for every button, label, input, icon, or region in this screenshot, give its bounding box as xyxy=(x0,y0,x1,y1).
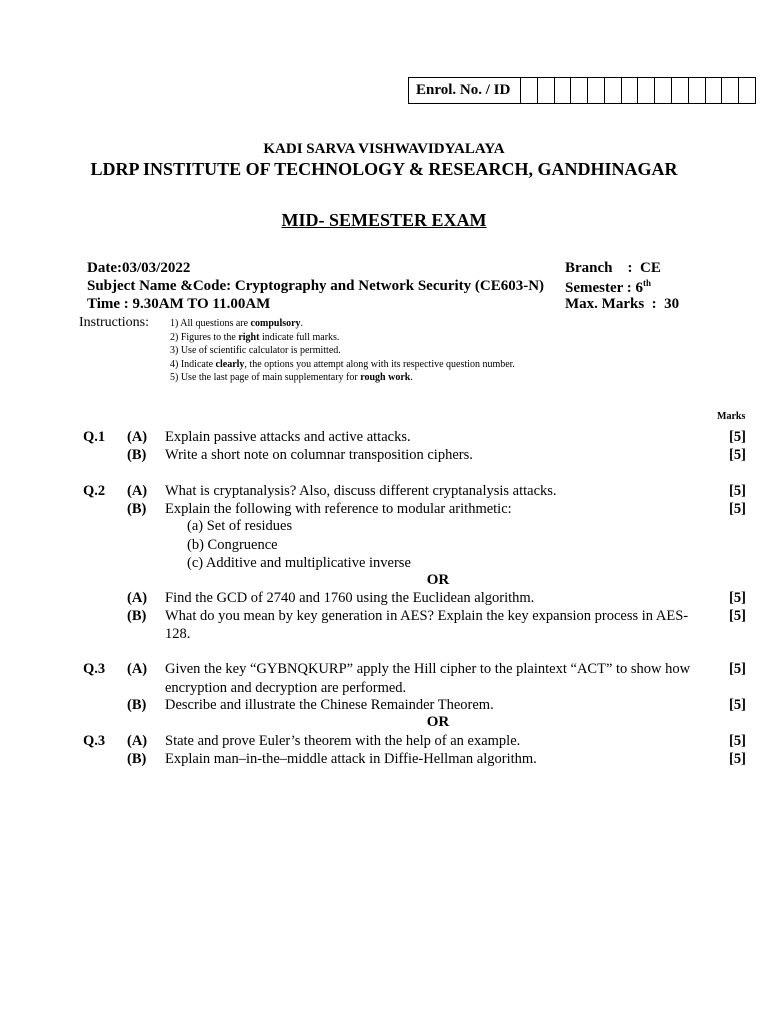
question-part: (A) xyxy=(127,661,148,677)
enrolment-digit-cell xyxy=(521,78,538,103)
question-marks: [5] xyxy=(729,483,746,499)
question-number: Q.3 xyxy=(83,661,106,677)
question-marks: [5] xyxy=(729,697,746,713)
question-number: Q.2 xyxy=(83,483,106,499)
semester-value: Semester : 6 xyxy=(565,280,644,296)
question-part: (B) xyxy=(127,751,147,767)
question-marks: [5] xyxy=(729,661,746,677)
enrolment-digit-cell xyxy=(672,78,689,103)
question-part: (B) xyxy=(127,501,147,517)
marks-column-heading: Marks xyxy=(717,411,746,422)
question-marks: [5] xyxy=(729,429,746,445)
question-text: What is cryptanalysis? Also, discuss different cryptanalysis attacks. xyxy=(165,483,557,499)
question-marks: [5] xyxy=(729,501,746,517)
instruction-item: 3) Use of scientific calculator is permitted. xyxy=(170,345,341,356)
instructions-list xyxy=(170,317,515,385)
exam-date: Date:03/03/2022 xyxy=(87,260,191,276)
enrolment-digit-cell xyxy=(588,78,605,103)
question-text: State and prove Euler’s theorem with the help of an example. xyxy=(165,733,521,749)
question-marks: [5] xyxy=(729,733,746,749)
or-separator: OR xyxy=(426,572,450,588)
enrolment-label: Enrol. No. / ID xyxy=(409,78,521,103)
branch: Branch : CE xyxy=(565,260,661,276)
max-marks: Max. Marks : 30 xyxy=(565,296,680,312)
question-part: (B) xyxy=(127,447,147,463)
question-number: Q.3 xyxy=(83,733,106,749)
question-text: Describe and illustrate the Chinese Remainder Theorem. xyxy=(165,697,494,713)
question-text: Explain the following with reference to modular arithmetic: xyxy=(165,501,512,517)
question-text: Given the key “GYBNQKURP” apply the Hill cipher to the plaintext “ACT” to show how xyxy=(165,661,691,677)
enrolment-digit-cell xyxy=(638,78,655,103)
enrolment-digit-cell xyxy=(605,78,622,103)
question-number: Q.1 xyxy=(83,429,106,445)
question-text: What do you mean by key generation in AES? Explain the key expansion process in AES- xyxy=(165,608,689,624)
exam-title: MID- SEMESTER EXAM xyxy=(281,210,487,230)
question-marks: [5] xyxy=(729,608,746,624)
enrolment-digit-cell xyxy=(722,78,739,103)
enrolment-digit-cell xyxy=(538,78,555,103)
instruction-item: 1) All questions are compulsory. xyxy=(170,318,304,329)
semester-suffix: th xyxy=(643,278,652,288)
enrolment-digit-cell xyxy=(689,78,706,103)
question-marks: [5] xyxy=(729,447,746,463)
enrolment-box xyxy=(408,77,756,104)
enrolment-digit-cell xyxy=(706,78,723,103)
question-text: Explain man–in-the–middle attack in Diffie-Hellman algorithm. xyxy=(165,751,537,767)
question-text: Write a short note on columnar transposition ciphers. xyxy=(165,447,473,463)
question-subitem: (b) Congruence xyxy=(187,537,278,553)
enrolment-digit-cell xyxy=(622,78,639,103)
instructions-heading: Instructions: xyxy=(79,315,149,330)
question-text: encryption and decryption are performed. xyxy=(165,680,407,696)
question-text: Find the GCD of 2740 and 1760 using the Euclidean algorithm. xyxy=(165,590,535,606)
subject-name: Subject Name &Code: Cryptography and Network Security (CE603-N) xyxy=(87,278,545,294)
question-marks: [5] xyxy=(729,590,746,606)
exam-time: Time : 9.30AM TO 11.00AM xyxy=(87,296,271,312)
question-subitem: (c) Additive and multiplicative inverse xyxy=(187,555,411,571)
question-part: (A) xyxy=(127,590,148,606)
question-text: 128. xyxy=(165,626,191,642)
enrolment-digit-cell xyxy=(655,78,672,103)
question-text: Explain passive attacks and active attacks. xyxy=(165,429,411,445)
enrolment-digit-cell xyxy=(739,78,755,103)
instruction-item: 4) Indicate clearly, the options you attempt along with its respective question number. xyxy=(170,358,515,370)
semester xyxy=(565,278,651,297)
institute-name: LDRP INSTITUTE OF TECHNOLOGY & RESEARCH, GANDHINAGAR xyxy=(90,159,678,179)
question-part: (A) xyxy=(127,483,148,499)
enrolment-digit-cell xyxy=(555,78,572,103)
or-separator: OR xyxy=(426,714,450,730)
university-name: KADI SARVA VISHWAVIDYALAYA xyxy=(263,141,505,157)
question-part: (A) xyxy=(127,733,148,749)
enrolment-digit-cell xyxy=(571,78,588,103)
question-part: (A) xyxy=(127,429,148,445)
instruction-item: 5) Use the last page of main supplementary for rough work. xyxy=(170,372,413,383)
question-marks: [5] xyxy=(729,751,746,767)
question-part: (B) xyxy=(127,697,147,713)
question-part: (B) xyxy=(127,608,147,624)
enrolment-cells xyxy=(521,78,755,103)
question-subitem: (a) Set of residues xyxy=(187,518,293,534)
instruction-item: 2) Figures to the right indicate full marks. xyxy=(170,331,340,343)
